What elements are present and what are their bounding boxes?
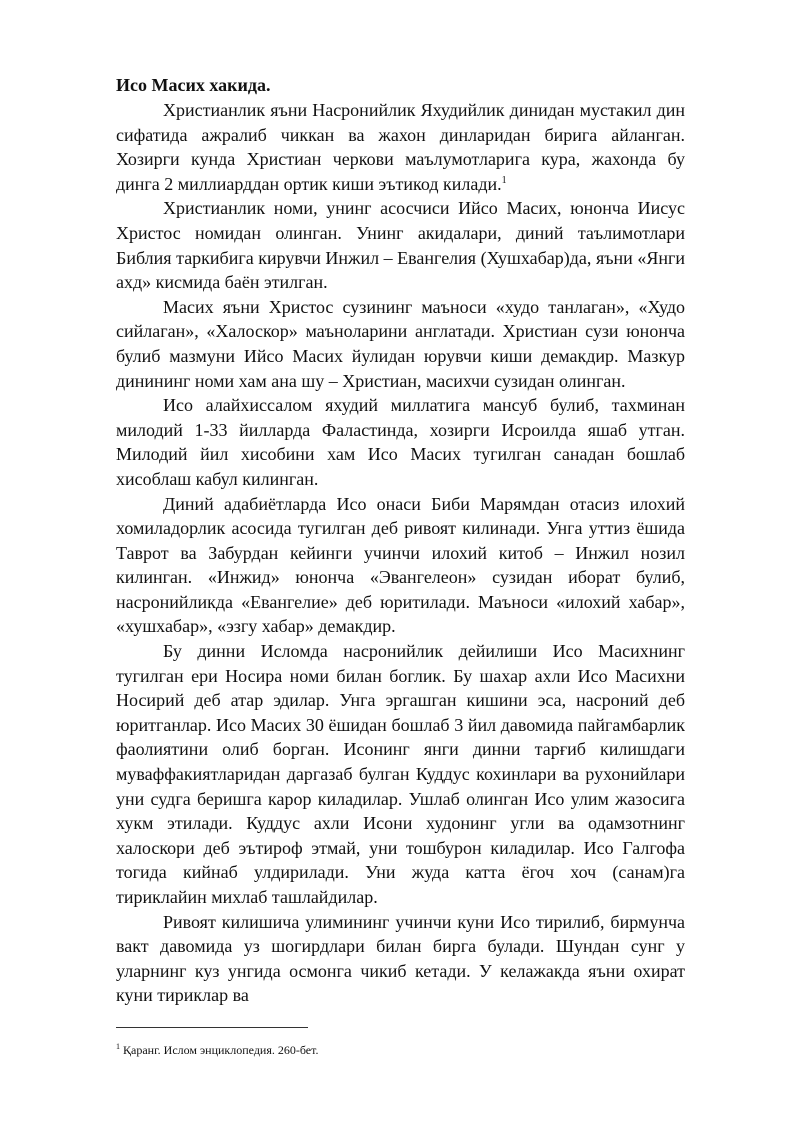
paragraph-text: Христианлик яъни Насронийлик Яхудийлик динидан мустакил дин сифатида ажралиб чиккан ва жахон динларидан бирига айланган. Хозирги кунда Христиан черкови маълумотларига кура, жахонда бу динга 2 миллиарддан ортик киши эътикод килади. <box>116 100 685 194</box>
footnote-text: Қаранг. Ислом энциклопедия. 260-бет. <box>120 1043 319 1057</box>
footnote-mark: 1 <box>116 1042 120 1051</box>
page-title: Исо Масих хакида. <box>116 75 271 95</box>
paragraph-2: Христианлик номи, унинг асосчиси Ийсо Масих, юнонча Иисус Христос номидан олинган. Унинг акидалари, диний таълимотлари Библия таркибига кирувчи Инжил – Евангелия (Хушхабар)да, яъни «Янги ахд» кисмида баён этилган. <box>116 198 685 293</box>
paragraph-5: Диний адабиётларда Исо онаси Биби Марямдан отасиз илохий хомиладорлик асосида тугилган деб ривоят килинади. Унга уттиз ёшида Таврот ва Забурдан кейинги учинчи илохий китоб – Инжил нозил килинган. «Инжид» юнонча «Эвангелеон» сузидан иборат булиб, насронийликда «Евангелие» деб юритилади. Маъноси «илохий хабар», «хушхабар», «эзгу хабар» демакдир. <box>116 493 685 637</box>
footnote <box>116 1039 685 1058</box>
paragraph-4: Исо алайхиссалом яхудий миллатига мансуб булиб, тахминан милодий 1-33 йилларда Фаластинда, хозирги Исроилда яшаб утган. Милодий йил хисобини хам Исо Масих тугилган санадан бошлаб хисоблаш кабул килинган. <box>116 395 685 489</box>
paragraph-3: Масих яъни Христос сузининг маъноси «худо танлаган», «Худо сийлаган», «Халоскор» маъноларини англатади. Христиан сузи юнонча булиб мазмуни Ийсо Масих йулидан юрувчи киши демакдир. Мазкур динининг номи хам ана шу – Христиан, масихчи сузидан олинган. <box>116 296 685 391</box>
paragraph-1 <box>116 98 685 196</box>
footnote-separator <box>116 1027 308 1028</box>
paragraph-6: Бу динни Исломда насронийлик дейилиши Исо Масихнинг тугилган ери Носира номи билан боглик. Бу шахар ахли Исо Масихни Носирий деб атар эдилар. Унга эргашган кишини эса, насроний деб юритганлар. Исо Масих 30 ёшидан бошлаб 3 йил давомида пайгамбарлик фаолиятини олиб борган. Исонинг янги динни тарғиб килишдаги муваффакиятларидан даргазаб булган Куддус кохинлари ва рухонийлари уни судга беришга карор киладилар. Ушлаб олинган Исо улим жазосига хукм этилади. Куддус ахли Исони худонинг угли ва одамзотнинг халоскори деб эътироф этмай, уни тошбурон киладилар. Исо Галгофа тогида кийнаб улдирилади. Уни жуда катта ёгоч хоч (санам)га тириклайин михлаб ташлайдилар. <box>116 641 685 907</box>
paragraph-7: Ривоят килишича улимининг учинчи куни Исо тирилиб, бирмунча вакт давомида уз шогирдлари билан бирга булади. Шундан сунг у уларнинг куз унгида осмонга чикиб кетади. У келажакда яъни охират куни тириклар ва <box>116 911 685 1006</box>
document-body <box>116 72 685 1008</box>
footnote-reference[interactable]: 1 <box>501 174 507 186</box>
